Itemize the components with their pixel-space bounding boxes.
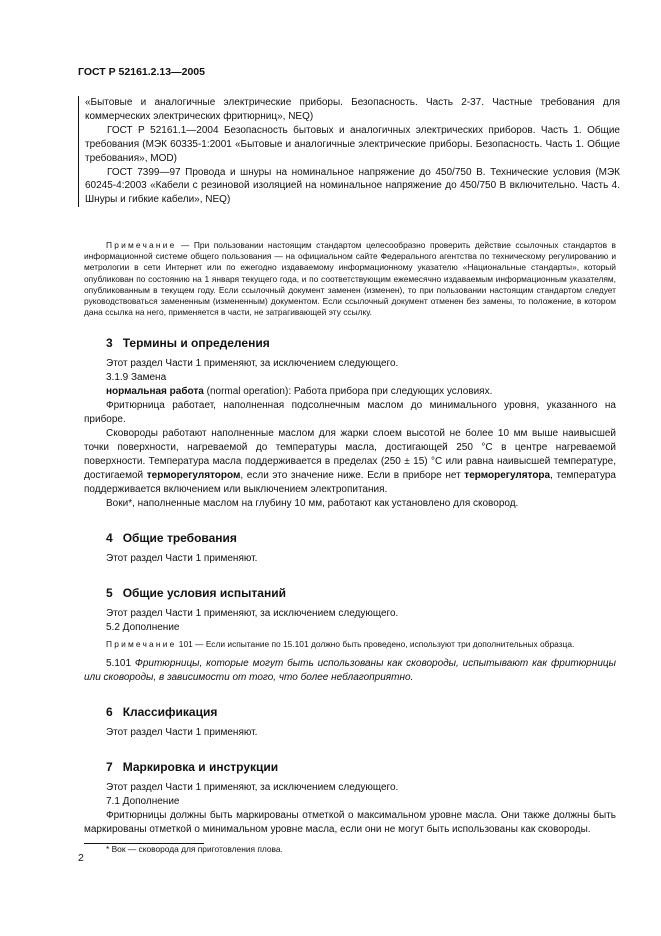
normative-references-block [78,96,620,207]
clause-label: 7.1 Дополнение [106,795,180,807]
section-title: Классификация [122,704,218,719]
section-5-heading [84,586,616,600]
section-7-heading [84,760,616,774]
paragraph: Этот раздел Части 1 применяют. [106,553,258,565]
note-text: 101 — Если испытание по 15.101 должно быть проведено, используют три дополнительных образца. [176,639,575,650]
section-number: 3 [106,336,113,351]
paragraph [84,427,616,497]
reference-item: ГОСТ Р 52161.1—2004 Безопасность бытовых и аналогичных электрических приборов. Часть 1. Общие требования (МЭК 60335-1:2001 «Бытовые и аналогичные электрические приборы. Безопасность. Часть 1. Общие требования», MOD) [85,124,620,164]
reference-item: ГОСТ 7399—97 Провода и шнуры на номинальное напряжение до 450/750 В. Технические условия (МЭК 60245-4:2003 «Кабели с резиновой изоляцией на номинальное напряжение до 450/750 В включительно. Часть 4. Шнуры и гибкие кабели», NEQ) [85,166,620,206]
section-6-heading [84,705,616,719]
paragraph: Воки*, наполненные маслом на глубину 10 мм, работают как установлено для сковород. [106,498,519,510]
clause-paragraph [84,657,616,685]
section-number: 4 [106,531,113,546]
note-text: — При пользовании настоящим стандартом целесообразно проверить действие ссылочных стандартов в информационной системе общего пользования — на официальном сайте Федерального агентства по техническому регулированию и метрологии в сети Интернет или по ежегодно издаваемому информационному указателю «Национальные стандарты», который опубликован по состоянию на 1 января текущего года, и по соответствующим ежемесячно издаваемым информационным указателям, опубликованным в текущем году. Если ссылочный документ заменен (изменен), то при пользовании настоящим стандартом следует руководствоваться замененным (измененным) документом. Если ссылочный документ отменен без замены, то положение, в котором дана ссылка на него, применяется в части, не затрагивающей эту ссылку. [84,240,617,318]
text-run: Сковороды работают наполненные маслом для жарки слоем высотой не более 10 мм выше наивысшей точки поверхности, нагреваемой до температуры масла, достигающей 250 °С в центре нагреваемой поверхности. Температура масла поддерживается в пределах (250 ± 15) °С или равна наивысшей температуре, достигаемой [84,428,616,482]
bold-term: терморегулятора [464,470,551,482]
section-4-heading [84,531,616,545]
text-run: , температура поддерживается включением или выключением электропитания. [84,470,616,496]
paragraph: Этот раздел Части 1 применяют. [106,726,258,738]
paragraph: Фритюрницы должны быть маркированы отметкой о максимальном уровне масла. Они также должны быть маркированы отметкой о минимальном уровне масла, если они не могут быть использованы как сковороды. [84,809,616,835]
section-title: Общие требования [122,531,237,546]
term-definition: (normal operation): Работа прибора при следующих условиях. [203,386,493,398]
defined-term: нормальная работа [106,386,204,398]
document-header: ГОСТ Р 52161.2.13—2005 [78,66,205,78]
paragraph: Этот раздел Части 1 применяют, за исключением следующего. [106,608,399,620]
text-run: , если это значение ниже. Если в приборе нет [240,470,465,482]
paragraph: Фритюрница работает, наполненная подсолнечным маслом до минимального уровня, указанного на приборе. [84,400,616,426]
main-content [84,240,616,855]
note-label: Примечание [106,639,177,650]
section-number: 7 [106,759,113,774]
section-3-heading [84,336,616,350]
section-title: Маркировка и инструкции [122,759,279,774]
note-paragraph [84,240,616,318]
section-title: Общие условия испытаний [122,586,286,601]
section-title: Термины и определения [122,336,270,351]
definition-paragraph [84,385,616,399]
clause-label: 5.2 Дополнение [106,622,180,634]
section-number: 6 [106,704,113,719]
clause-label: 3.1.9 Замена [106,372,167,384]
italic-text: Фритюрницы, которые могут быть использованы как сковороды, испытывают как фритюрницы или сковороды, в зависимости от того, что более неблагоприятно. [84,657,616,683]
reference-item: «Бытовые и аналогичные электрические приборы. Безопасность. Часть 2-37. Частные требования для коммерческих электрических фритюрниц», NEQ) [85,97,620,122]
bold-term: терморегулятором [146,470,241,482]
clause-number: 5.101 [106,657,135,669]
paragraph: Этот раздел Части 1 применяют, за исключением следующего. [106,358,399,370]
page-number: 2 [78,852,84,864]
section-number: 5 [106,586,113,601]
note-paragraph [84,639,616,650]
footnote: * Вок — сковорода для приготовления плова. [106,843,283,854]
note-label: Примечание [106,240,177,250]
paragraph: Этот раздел Части 1 применяют, за исключением следующего. [106,781,399,793]
